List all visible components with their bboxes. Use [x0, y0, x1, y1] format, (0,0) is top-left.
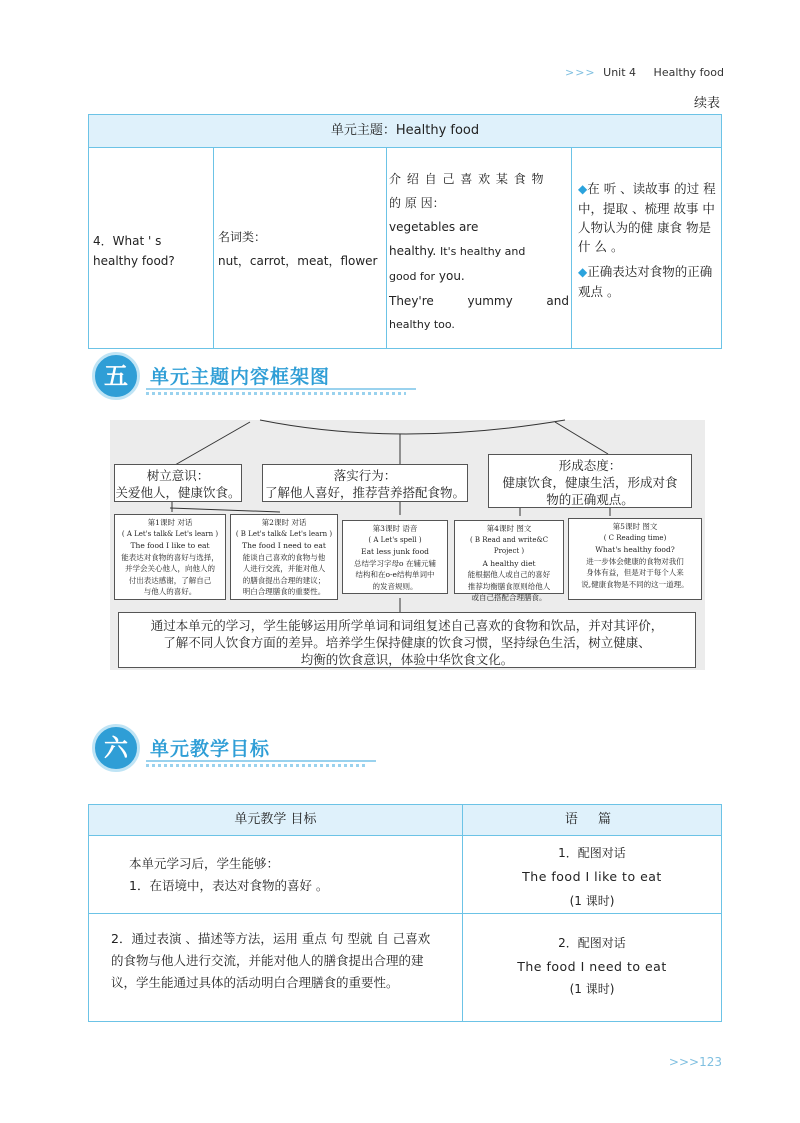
vocab-words: nut，carrot，meat，flower	[218, 254, 378, 268]
text-cell: 2．配图对话 The food I need to eat (1 课时)	[517, 936, 667, 996]
reason-intro: 的 原 因：	[389, 196, 445, 210]
reason-line: They're yummy and	[389, 294, 569, 308]
continued-label: 续表	[693, 96, 720, 111]
section-title: 单元主题内容框架图	[150, 366, 331, 388]
vocab-label: 名词类：	[218, 230, 267, 244]
goal-text: 2．通过表演 、描述等方法，运用 重点 句 型就 自 己喜欢的食物与他人进行交流，并能对他人的膳食提出合理的建议，学生能通过具体的活动明白合理膳食的重要性。	[89, 914, 463, 1021]
goal-text: 本单元学习后，学生能够： 1．在语境中，表达对食物的喜好 。	[89, 835, 463, 913]
framework-diagram	[110, 420, 705, 670]
reason-line: good for you.	[389, 269, 465, 283]
lesson-box-3: 第3课时 语音 ( A Let's spell ) Eat less junk food 总结学习字母o 在辅元辅 结构和在o-e结构单词中 的发音规则。	[342, 520, 448, 594]
theme-table	[88, 114, 722, 349]
title-dots	[146, 764, 366, 767]
section-number-badge: 六	[92, 724, 140, 772]
col-header-goal: 单元教学 目标	[89, 805, 463, 835]
attitude-box-view: 形成态度： 健康饮食，健康生活，形成对食 物的正确观点。	[488, 454, 692, 508]
header-arrows: >>>	[565, 66, 596, 79]
title-dots	[146, 392, 406, 395]
reason-line: healthy. It's healthy and	[389, 244, 526, 258]
title-underline	[146, 760, 376, 762]
table-row	[89, 835, 721, 914]
lesson-box-4: 第4课时 图文 ( B Read and write&C Project ) A healthy diet 能根据他人或自己的喜好 推荐均衡膳食原则给他人 或自己搭配合理膳食。	[454, 520, 564, 594]
diamond-bullet-icon: ◆	[578, 265, 588, 279]
reason-line: healthy too.	[389, 318, 455, 331]
theme-table-header: 单元主题：Healthy food	[89, 115, 721, 148]
header-title: Healthy food	[653, 66, 724, 79]
title-underline	[146, 388, 416, 390]
summary-box: 通过本单元的学习，学生能够运用所学单词和词组复述自己喜欢的食物和饮品，并对其评价， 了解不同人饮食方面的差异。培养学生保持健康的饮食习惯，坚持绿色生活，树立健康、 均衡的饮食意识，体验中华饮食文化。	[118, 612, 696, 668]
lesson-box-5: 第5课时 图文 ( C Reading time) What's healthy food? 进一步体会健康的食物对我们 身体有益，但是对于每个人来 说,健康食物是不同的这一道理。	[568, 518, 702, 600]
goal-cell	[572, 147, 721, 348]
section-number-badge: 五	[92, 352, 140, 400]
table-row	[89, 914, 721, 1021]
lesson-box-1: 第1课时 对话 ( A Let's talk& Let's learn ) The food I like to eat 能表达对食物的喜好与选择， 并学会关心他人，向他人的 付出表达感谢，了解自己 与他人的喜好。	[114, 514, 226, 600]
goal-item: ◆正确表达对食物的正确观点 。	[578, 264, 713, 299]
goal-item: ◆在 听 、读故事 的过 程中，提取 、梳理 故事 中人物认为的健 康食 物是什 么 。	[578, 181, 716, 254]
reason-line: vegetables are	[389, 220, 479, 234]
lesson-line: 4．What ' s	[93, 234, 162, 248]
diamond-bullet-icon: ◆	[578, 182, 588, 196]
col-header-text: 语 篇	[564, 812, 620, 827]
objectives-header	[89, 805, 721, 836]
vocab-cell	[214, 147, 387, 348]
attitude-box-action: 落实行为： 了解他人喜好，推荐营养搭配食物。	[262, 464, 468, 502]
header-unit: Unit 4	[603, 66, 637, 79]
lesson-cell	[89, 147, 214, 348]
running-header	[565, 66, 724, 79]
section-six-heading	[92, 724, 392, 776]
lesson-line: healthy food?	[93, 254, 175, 268]
reason-intro: 介 绍 自 己 喜 欢 某 食 物	[389, 172, 545, 186]
attitude-box-awareness: 树立意识： 关爱他人，健康饮食。	[114, 464, 242, 502]
section-title: 单元教学目标	[150, 738, 271, 760]
objectives-table	[88, 804, 722, 1022]
reason-cell	[387, 147, 572, 348]
text-cell: 1．配图对话 The food I like to eat (1 课时)	[522, 846, 662, 908]
lesson-box-2: 第2课时 对话 ( B Let's talk& Let's learn ) The food I need to eat 能谈自己喜欢的食物与他 人进行交流，并能对他人 的膳食提出合理的建议； 明白合理膳食的重要性。	[230, 514, 338, 600]
section-five-heading	[92, 352, 392, 404]
theme-table-row	[89, 147, 721, 348]
page-number: >>>123	[668, 1055, 722, 1069]
